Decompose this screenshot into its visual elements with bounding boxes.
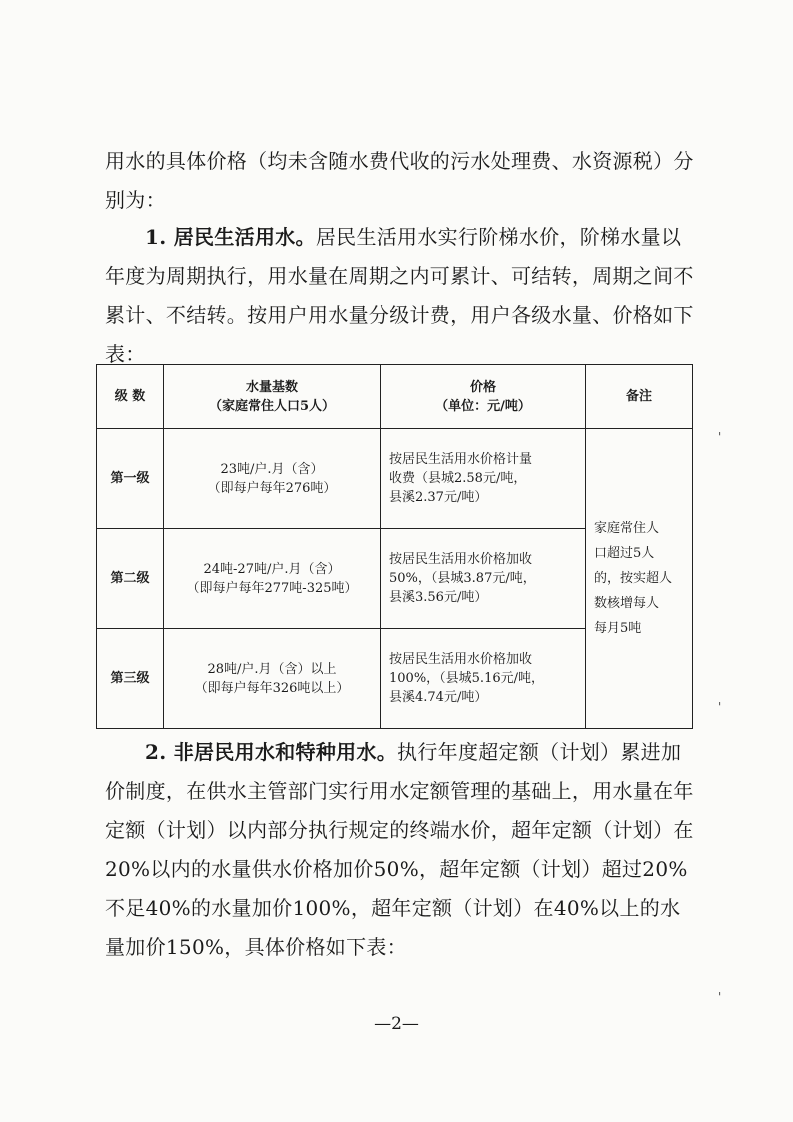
row-volume: 24吨-27吨/户.月（含） （即每户每年277吨-325吨） <box>164 529 381 629</box>
paragraph-residential <box>105 218 695 374</box>
row-price: 按居民生活用水价格计量 收费（县城2.58元/吨， 县溪2.37元/吨） <box>381 429 586 529</box>
scan-mark: ' <box>718 700 722 714</box>
paragraph-non-residential-body: 执行年度超定额（计划）累进加价制度，在供水主管部门实行用水定额管理的基础上，用水量在年定额（计划）以内部分执行规定的终端水价，超年定额（计划）在20%以内的水量供水价格加价50%，超年定额（计划）超过20%不足40%的水量加价100%，超年定额（计划）在40%以上的水量加价150%，具体价格如下表： <box>105 740 694 959</box>
row-volume: 23吨/户.月（含） （即每户每年276吨） <box>164 429 381 529</box>
header-level: 级 数 <box>97 365 164 429</box>
paragraph-residential-heading: 1. 居民生活用水。 <box>145 225 316 249</box>
row-level: 第二级 <box>97 529 164 629</box>
header-price: 价格 （单位：元/吨） <box>381 365 586 429</box>
scan-mark: ' <box>718 430 722 444</box>
row-price: 按居民生活用水价格加收 100%，（县城5.16元/吨， 县溪4.74元/吨） <box>381 629 586 729</box>
header-note: 备注 <box>586 365 693 429</box>
header-volume: 水量基数 （家庭常住人口5人） <box>164 365 381 429</box>
paragraph-intro-text: 用水的具体价格（均未含随水费代收的污水处理费、水资源税）分别为： <box>105 149 694 212</box>
page-number: —2— <box>374 1014 419 1034</box>
paragraph-non-residential <box>105 733 695 967</box>
paragraph-residential-body: 居民生活用水实行阶梯水价，阶梯水量以年度为周期执行，用水量在周期之内可累计、可结转，周期之间不累计、不结转。按用户用水量分级计费，用户各级水量、价格如下表： <box>105 225 694 366</box>
note-cell: 家庭常住人 口超过5人 的，按实超人 数核增每人 每月5吨 <box>586 429 693 729</box>
scan-mark: ' <box>718 990 722 1004</box>
row-price: 按居民生活用水价格加收 50%，（县城3.87元/吨， 县溪3.56元/吨） <box>381 529 586 629</box>
table-row <box>97 429 693 529</box>
row-volume: 28吨/户.月（含）以上 （即每户每年326吨以上） <box>164 629 381 729</box>
paragraph-intro <box>105 142 695 220</box>
row-level: 第三级 <box>97 629 164 729</box>
paragraph-non-residential-heading: 2. 非居民用水和特种用水。 <box>145 740 398 764</box>
table-header-row <box>97 365 693 429</box>
tiered-water-price-table <box>96 364 693 729</box>
row-level: 第一级 <box>97 429 164 529</box>
